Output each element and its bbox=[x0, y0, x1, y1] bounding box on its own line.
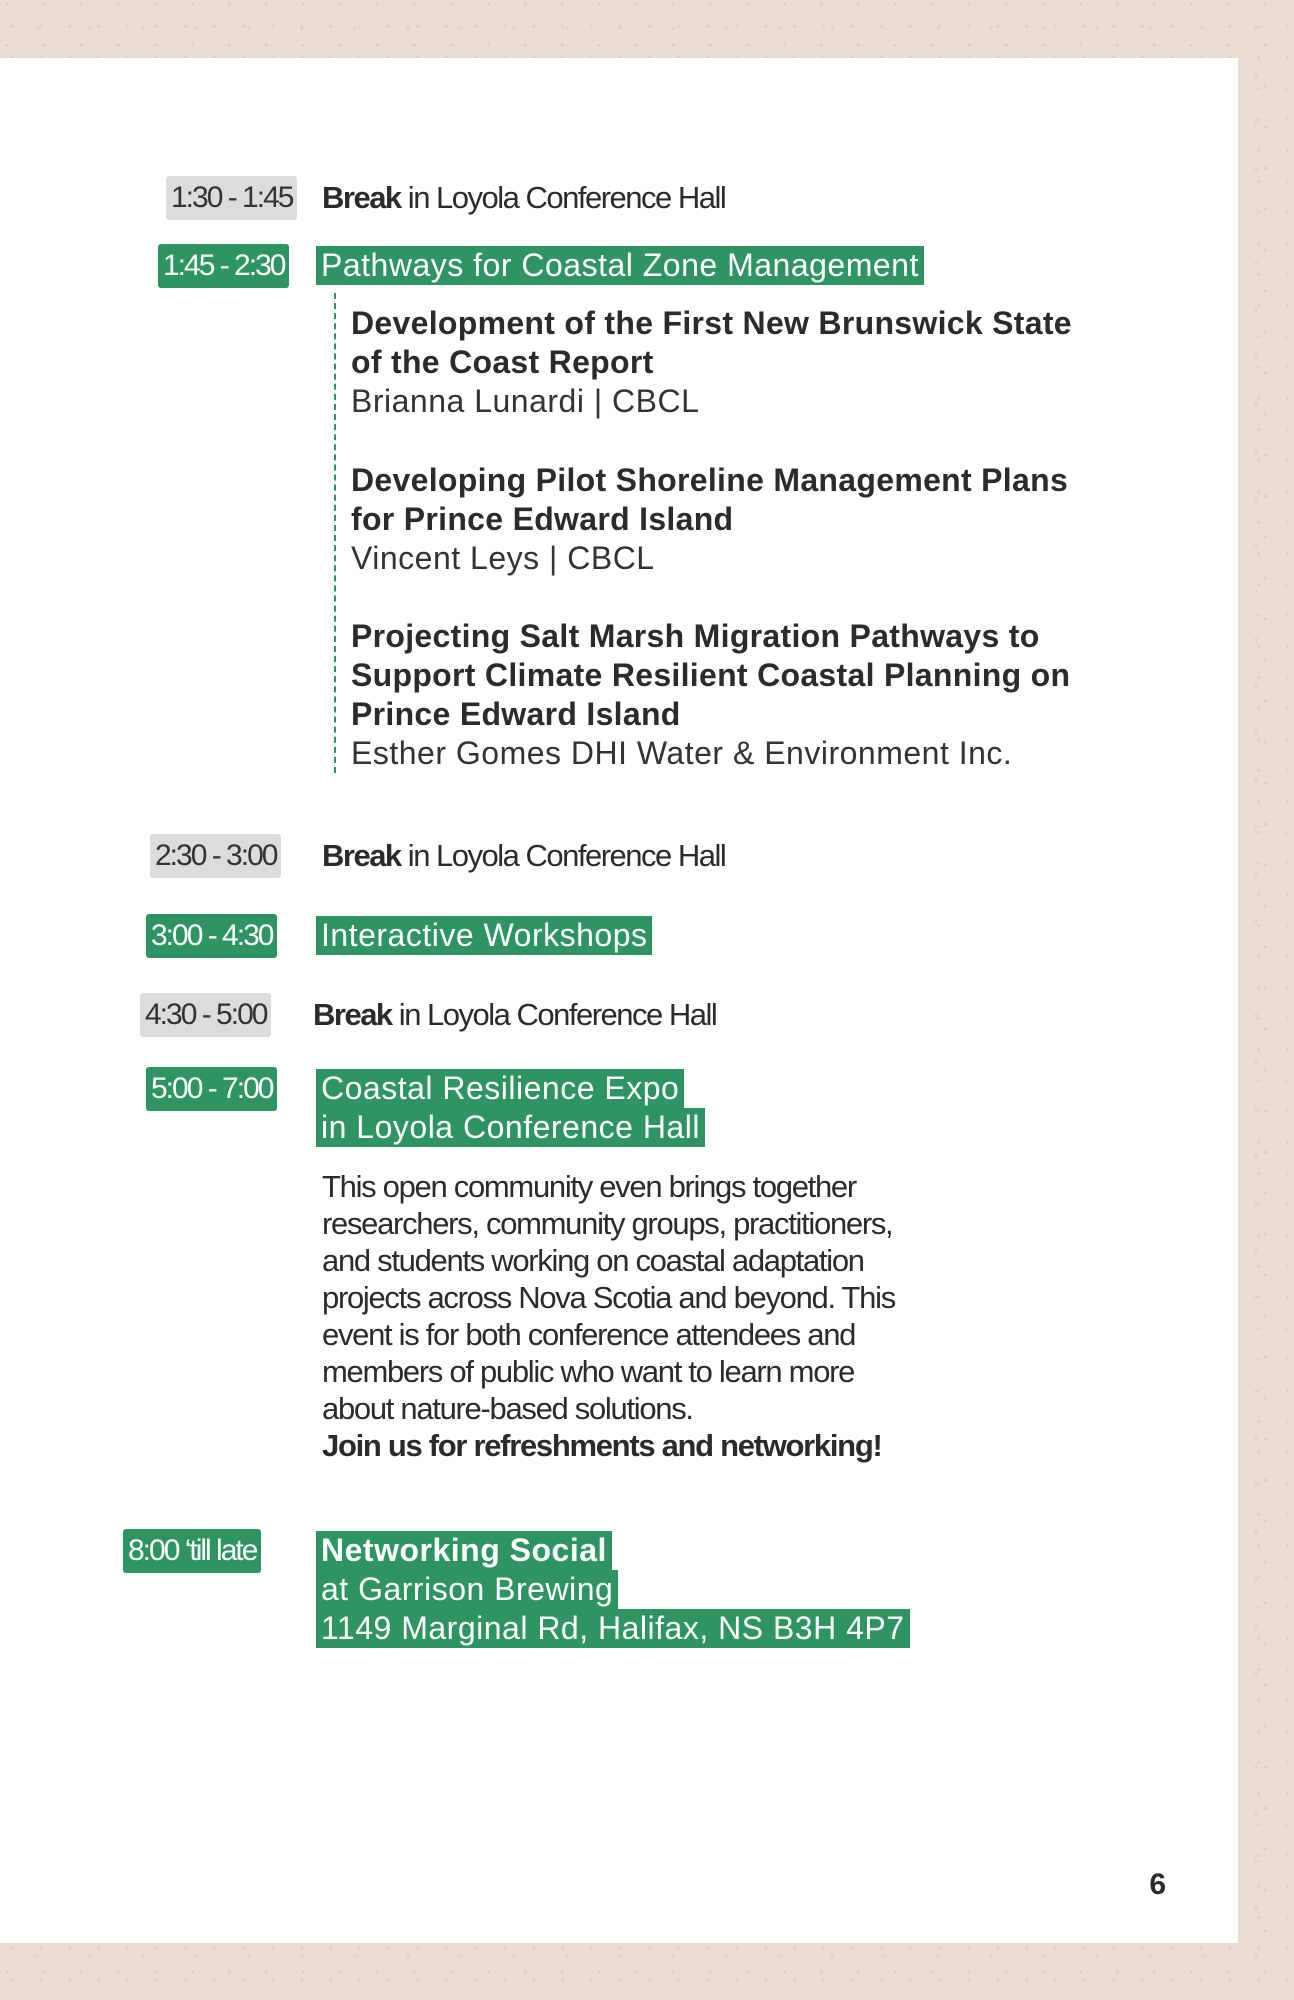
talk-title: for Prince Edward Island bbox=[351, 501, 734, 537]
talk-title: Projecting Salt Marsh Migration Pathways to bbox=[351, 618, 1040, 654]
talk-title: Developing Pilot Shoreline Management Plans bbox=[351, 462, 1069, 498]
social-venue: at Garrison Brewing bbox=[316, 1570, 618, 1609]
workshops-title-tag: Interactive Workshops bbox=[316, 916, 652, 955]
break-row-2 bbox=[322, 834, 725, 878]
social-details bbox=[316, 1531, 910, 1648]
description-line: about nature-based solutions. bbox=[322, 1391, 693, 1426]
talk-1 bbox=[351, 304, 1211, 421]
description-line: researchers, community groups, practitioners, bbox=[322, 1206, 893, 1241]
description-line: and students working on coastal adaptation bbox=[322, 1243, 864, 1278]
talk-2 bbox=[351, 461, 1211, 578]
talk-speaker: Brianna Lunardi | CBCL bbox=[351, 383, 700, 419]
description-line: projects across Nova Scotia and beyond. This bbox=[322, 1280, 895, 1315]
expo-title bbox=[316, 1069, 705, 1147]
description-line: members of public who want to learn more bbox=[322, 1354, 855, 1389]
talk-title: Development of the First New Brunswick State bbox=[351, 305, 1072, 341]
page-number: 6 bbox=[1149, 1868, 1166, 1901]
session-title-1 bbox=[316, 246, 924, 285]
expo-title-line2: in Loyola Conference Hall bbox=[316, 1108, 705, 1147]
break-row-3 bbox=[313, 993, 716, 1037]
talk-title: of the Coast Report bbox=[351, 344, 654, 380]
session-time-1: 1:45 - 2:30 bbox=[158, 244, 289, 288]
break-time-3: 4:30 - 5:00 bbox=[140, 993, 271, 1037]
session-divider-line bbox=[334, 293, 336, 773]
social-time: 8:00 ‘till late bbox=[123, 1529, 261, 1573]
break-time-2: 2:30 - 3:00 bbox=[150, 834, 281, 878]
talk-3 bbox=[351, 617, 1211, 773]
social-address: 1149 Marginal Rd, Halifax, NS B3H 4P7 bbox=[316, 1609, 910, 1648]
talk-speaker: Esther Gomes DHI Water & Environment Inc. bbox=[351, 735, 1013, 771]
talk-title: Prince Edward Island bbox=[351, 696, 681, 732]
workshops-time: 3:00 - 4:30 bbox=[146, 914, 277, 958]
break-time-1: 1:30 - 1:45 bbox=[166, 176, 297, 220]
social-title: Networking Social bbox=[316, 1531, 612, 1570]
expo-description bbox=[322, 1168, 1022, 1464]
break-location: in Loyola Conference Hall bbox=[400, 180, 726, 215]
workshops-title bbox=[316, 916, 652, 955]
expo-title-line1: Coastal Resilience Expo bbox=[316, 1069, 684, 1108]
talk-speaker: Vincent Leys | CBCL bbox=[351, 540, 655, 576]
description-line: This open community even brings together bbox=[322, 1169, 856, 1204]
break-location: in Loyola Conference Hall bbox=[391, 997, 717, 1032]
session-title-tag: Pathways for Coastal Zone Management bbox=[316, 246, 924, 285]
expo-cta: Join us for refreshments and networking! bbox=[322, 1428, 882, 1463]
break-row-1 bbox=[322, 176, 725, 220]
break-location: in Loyola Conference Hall bbox=[400, 838, 726, 873]
description-line: event is for both conference attendees and bbox=[322, 1317, 856, 1352]
talk-title: Support Climate Resilient Coastal Planning on bbox=[351, 657, 1071, 693]
break-label: Break bbox=[313, 997, 392, 1032]
break-label: Break bbox=[322, 838, 401, 873]
expo-time: 5:00 - 7:00 bbox=[146, 1067, 277, 1111]
break-label: Break bbox=[322, 180, 401, 215]
